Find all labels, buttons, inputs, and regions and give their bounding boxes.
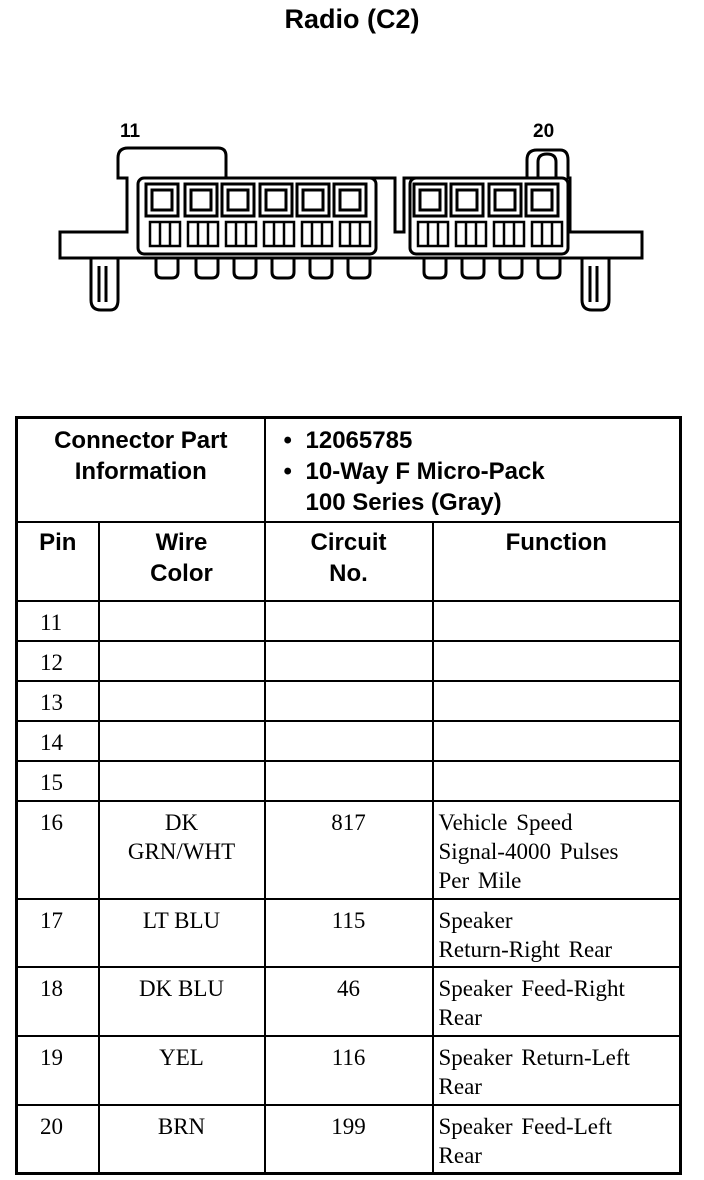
wire-color-line1: DK — [164, 809, 199, 835]
wire-color-cell — [99, 761, 265, 801]
pin-cell: 11 — [17, 601, 99, 641]
header-pin-label: Pin — [39, 528, 77, 556]
pin-label-right: 20 — [533, 121, 555, 142]
header-circuit — [265, 522, 433, 601]
function-line1: Speaker Feed-Right — [438, 975, 625, 1001]
connector-drawing — [0, 0, 704, 400]
function-line3: Per Mile — [438, 867, 522, 893]
table-row — [17, 967, 681, 1036]
connector-info-values — [265, 418, 681, 522]
wire-color-cell: LT BLU — [99, 899, 265, 967]
function-line2: Rear — [438, 1142, 482, 1168]
function-line2: Rear — [438, 1004, 482, 1030]
function-line2: Signal-4000 Pulses — [438, 838, 619, 864]
connector-info-label-line1: Connector Part — [54, 427, 228, 454]
header-circuit-label-line1: Circuit — [310, 528, 387, 556]
header-wire-label-line1: Wire — [155, 528, 208, 556]
circuit-cell: 817 — [265, 801, 433, 899]
function-line2: Return-Right Rear — [438, 936, 613, 962]
wire-color-cell — [99, 681, 265, 721]
pin-cell: 14 — [17, 721, 99, 761]
pin-cell: 18 — [17, 967, 99, 1036]
function-line1: Speaker Return-Left — [438, 1044, 630, 1070]
function-cell — [433, 601, 681, 641]
header-function-label: Function — [505, 528, 607, 556]
connector-series: 100 Series (Gray) — [305, 489, 502, 516]
function-cell — [433, 801, 681, 899]
connector-info-label — [17, 418, 265, 522]
table-row — [17, 899, 681, 967]
circuit-cell — [265, 761, 433, 801]
table-row — [17, 721, 681, 761]
function-cell — [433, 641, 681, 681]
connector-type: • 10-Way F Micro-Pack — [306, 456, 680, 487]
pin-label-left: 11 — [120, 121, 141, 142]
function-line1: Vehicle Speed — [438, 809, 573, 835]
wire-color-cell — [99, 601, 265, 641]
table-row — [17, 761, 681, 801]
header-wire-color — [99, 522, 265, 601]
circuit-cell: 116 — [265, 1036, 433, 1105]
connector-table — [15, 416, 682, 1175]
wire-color-cell — [99, 641, 265, 681]
circuit-cell — [265, 721, 433, 761]
table-row — [17, 601, 681, 641]
header-pin — [17, 522, 99, 601]
circuit-cell — [265, 641, 433, 681]
circuit-cell — [265, 681, 433, 721]
pin-cell: 16 — [17, 801, 99, 899]
function-cell — [433, 721, 681, 761]
circuit-cell: 115 — [265, 899, 433, 967]
pin-cell: 15 — [17, 761, 99, 801]
connector-info-label-line2: Information — [74, 458, 207, 485]
header-wire-label-line2: Color — [150, 559, 213, 587]
function-cell — [433, 1036, 681, 1105]
function-cell — [433, 1105, 681, 1174]
wire-color-line2: GRN/WHT — [127, 838, 236, 864]
part-number: • 12065785 — [306, 425, 680, 456]
header-row — [17, 522, 681, 601]
circuit-cell: 46 — [265, 967, 433, 1036]
table-row — [17, 1036, 681, 1105]
wire-color-cell: BRN — [99, 1105, 265, 1174]
table-row — [17, 801, 681, 899]
table-row — [17, 641, 681, 681]
pin-cell: 17 — [17, 899, 99, 967]
wire-color-cell — [99, 801, 265, 899]
pin-cell: 12 — [17, 641, 99, 681]
function-cell — [433, 899, 681, 967]
function-cell — [433, 967, 681, 1036]
circuit-cell — [265, 601, 433, 641]
function-line1: Speaker — [438, 907, 513, 933]
pin-cell: 20 — [17, 1105, 99, 1174]
function-line2: Rear — [438, 1073, 482, 1099]
function-cell — [433, 761, 681, 801]
diagram-title: Radio (C2) — [284, 4, 420, 34]
wire-color-cell: YEL — [99, 1036, 265, 1105]
function-cell — [433, 681, 681, 721]
pin-cell: 13 — [17, 681, 99, 721]
table-row — [17, 1105, 681, 1174]
table-row — [17, 681, 681, 721]
header-function — [433, 522, 681, 601]
header-circuit-label-line2: No. — [329, 559, 368, 587]
wire-color-cell: DK BLU — [99, 967, 265, 1036]
pin-cell: 19 — [17, 1036, 99, 1105]
circuit-cell: 199 — [265, 1105, 433, 1174]
connector-info-row — [17, 418, 681, 522]
function-line1: Speaker Feed-Left — [438, 1113, 613, 1139]
wire-color-cell — [99, 721, 265, 761]
